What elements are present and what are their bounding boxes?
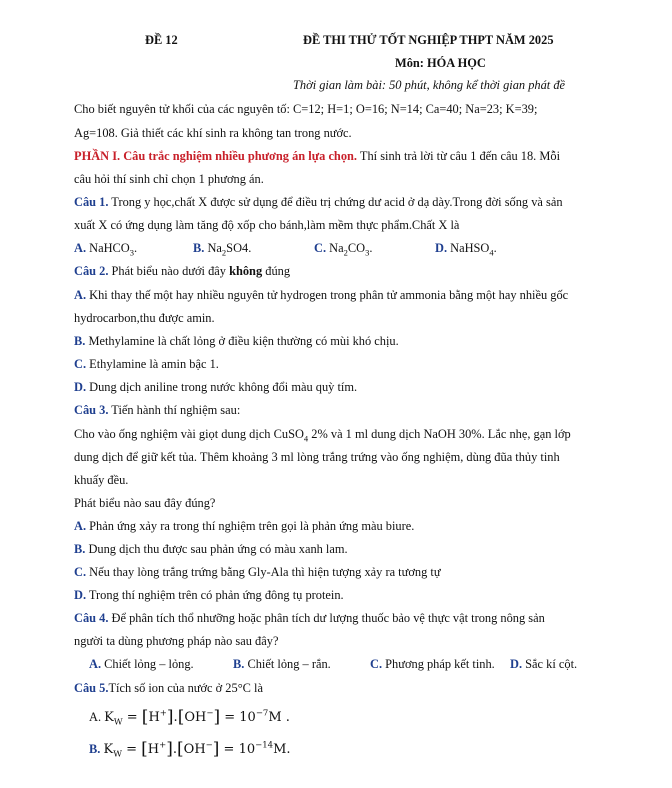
q3-option-c-letter: C. [74,565,87,579]
q4-option-a [89,656,194,672]
duration-line: Thời gian làm bài: 50 phút, không kể thời gian phát đề [293,78,566,92]
q4-option-c [370,656,495,672]
q1-option-a-text: NaHCO$_3$. [86,241,138,258]
q5-stem-text: Tích số ion của nước ở 25 [108,681,238,695]
q2-option-b [74,333,399,349]
q3-option-d-letter: D. [74,588,87,602]
q4-option-d [510,656,577,672]
part1-heading: PHẦN I. Câu trắc nghiệm nhiều phương án lựa chọn. [74,149,358,163]
q3-option-b [74,541,348,557]
q2-option-c [74,356,219,372]
q2-option-a-letter: A. [74,288,87,302]
atomic-mass-line-1: Cho biết nguyên tử khối của các nguyên tố: C=12; H=1; O=16; N=14; Ca=40; Na=23; K=39; [74,102,538,116]
q1-label: Câu 1. [74,195,109,209]
q1-option-c-text: $Na_2CO_3$. [326,241,373,258]
q4-option-b [233,656,331,672]
q4-label: Câu 4. [74,611,109,625]
q1-option-d-letter: D. [435,241,448,255]
degree-celsius: °C [237,681,251,695]
exam-code: ĐỀ 12 [145,33,178,47]
q1-option-a [74,240,137,256]
q1-option-d-text: NaHSO$_4$. [447,241,497,258]
q3-option-b-text: Dung dịch thu được sau phản ứng có màu xanh lam. [85,542,348,556]
part1-instruction-2: câu hỏi thí sinh chỉ chọn 1 phương án. [74,172,264,186]
q2-option-a-text: Khi thay thế một hay nhiều nguyên tử hydrogen trong phân tử ammonia bằng một hay nhiều gốc [86,288,569,302]
q5-option-b-letter: B. [89,742,101,756]
q4-option-b-text: Chiết lỏng – rắn. [244,657,331,671]
q2-stem-text: Phát biểu nào dưới đây [108,264,230,278]
q5-option-a [89,708,290,726]
q5-option-a-letter: A. [89,710,102,724]
q2-stem-end: đúng [262,264,291,278]
q1-option-a-letter: A. [74,241,87,255]
q2-label: Câu 2. [74,264,109,278]
q1-option-c [314,240,372,256]
q3-stem-text: Tiến hành thí nghiệm sau: [108,403,241,417]
atomic-mass-line-2: Ag=108. Giả thiết các khí sinh ra không tan trong nước. [74,126,352,140]
q3-option-c [74,564,441,580]
q1-stem-1: Trong y học,chất X được sử dụng để điều trị chứng dư acid ở dạ dày.Trong đời sống và sản [108,195,563,209]
q3-procedure-line-2: dung dịch để giữ kết tủa. Thêm khoảng 3 ml lòng trắng trứng vào ống nghiệm, dùng đũa thủy tinh [74,450,560,464]
q3-option-a-text: Phản ứng xảy ra trong thí nghiệm trên gọi là phản ứng màu biure. [86,519,415,533]
q2-stem [74,263,290,279]
q2-option-c-text: Ethylamine là amin bậc 1. [86,357,219,371]
q3-option-b-letter: B. [74,542,86,556]
q4-option-c-text: Phương pháp kết tinh. [382,657,495,671]
q3-question: Phát biểu nào sau đây đúng? [74,496,216,510]
q3-option-a [74,518,414,534]
q4-option-a-text: Chiết lỏng – lỏng. [101,657,194,671]
q4-option-b-letter: B. [233,657,245,671]
q4-option-c-letter: C. [370,657,383,671]
q2-option-c-letter: C. [74,357,87,371]
q2-option-b-text: Methylamine là chất lỏng ở điều kiện thường có mùi khó chịu. [85,334,399,348]
q2-option-d [74,379,357,395]
q4-stem-line-2: người ta dùng phương pháp nào sau đây? [74,634,279,648]
q5-option-b [89,740,291,758]
q4-option-d-text: Sắc kí cột. [522,657,578,671]
q3-option-d-text: Trong thí nghiệm trên có phản ứng đông tụ protein. [86,588,344,602]
q1-stem-line-1 [74,194,563,210]
q3-stem [74,402,240,418]
q1-option-c-letter: C. [314,241,327,255]
q1-option-d [435,240,497,256]
q3-procedure-line-1: Cho vào ống nghiệm vài giọt dung dịch CuSO$_4$ 2% và 1 ml dung dịch NaOH 30%. Lắc nhẹ, gạn lớp [74,427,571,444]
exam-title: ĐỀ THI THỬ TỐT NGHIỆP THPT NĂM 2025 [303,33,554,47]
q5-stem [74,680,263,696]
q3-label: Câu 3. [74,403,109,417]
q4-stem-1: Để phân tích thổ nhưỡng hoặc phân tích dư lượng thuốc bảo vệ thực vật trong nông sản [108,611,545,625]
q5-stem-end: là [250,681,263,695]
q5-option-b-formula: $K_W = [H^+].[OH^-] = 10^{-14}M$. [103,739,291,760]
part1-instruction: Thí sinh trả lời từ câu 1 đến câu 18. Mỗi [357,149,561,163]
q2-option-b-letter: B. [74,334,86,348]
q2-option-a-line-2: hydrocarbon,thu được amin. [74,311,215,325]
q1-stem-line-2: xuất X có ứng dụng làm tăng độ xốp cho bánh,làm mềm thực phẩm.Chất X là [74,218,460,232]
q3-option-c-text: Nếu thay lòng trắng trứng bằng Gly-Ala thì hiện tượng xảy ra tương tự [86,565,441,579]
q3-procedure-line-3: khuấy đều. [74,473,129,487]
q4-stem-line-1 [74,610,545,626]
q2-option-a-line-1 [74,287,568,303]
q4-option-d-letter: D. [510,657,523,671]
q2-option-d-letter: D. [74,380,87,394]
q4-option-a-letter: A. [89,657,102,671]
subject-line: Môn: HÓA HỌC [395,56,486,70]
part1-heading-line [74,148,612,164]
q1-option-b-text: $Na_2SO4$. [204,241,252,258]
q2-stem-emphasis: không [229,264,263,278]
q2-option-d-text: Dung dịch aniline trong nước không đổi màu quỳ tím. [86,380,358,394]
q5-option-a-formula: $K_W = [H^+].[OH^-] = 10^{-7}M$ . [104,707,290,728]
q1-option-b-letter: B. [193,241,205,255]
q3-option-a-letter: A. [74,519,87,533]
q5-label: Câu 5. [74,681,109,695]
q3-option-d [74,587,344,603]
q1-option-b [193,240,251,256]
